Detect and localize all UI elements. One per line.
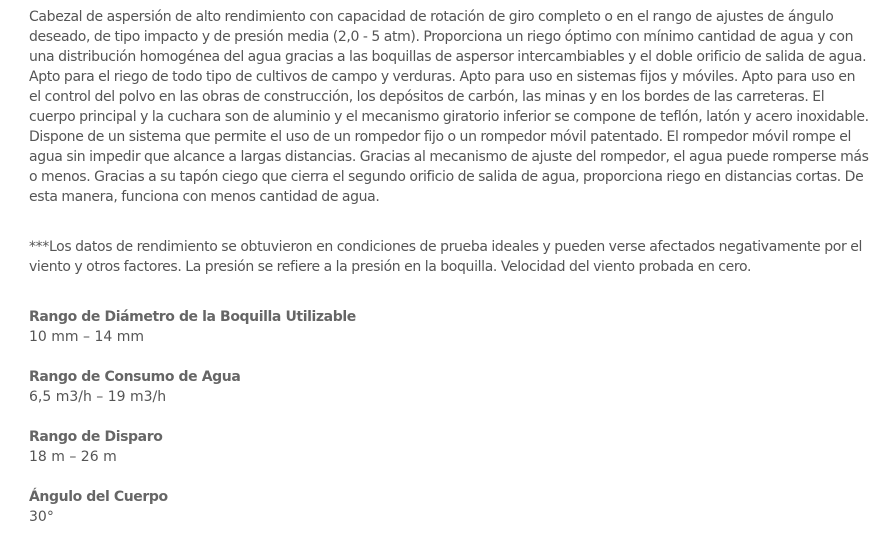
spec-item-nozzle-diameter bbox=[29, 307, 869, 347]
spec-label: Rango de Disparo bbox=[29, 429, 163, 445]
spec-value: 6,5 m3/h – 19 m3/h bbox=[29, 389, 167, 405]
product-description bbox=[29, 7, 869, 547]
disclaimer-paragraph: ***Los datos de rendimiento se obtuvieron en condiciones de prueba ideales y pueden verse afectados negativamente por el viento y otros factores. La presión se refiere a la presión en la boquilla. Velocidad del viento probada en cero. bbox=[29, 239, 863, 275]
description-paragraph: Cabezal de aspersión de alto rendimiento con capacidad de rotación de giro completo o en el rango de ajustes de ángulo deseado, de tipo impacto y de presión media (2,0 - 5 atm). Proporciona un riego óptimo con mínimo cantidad de agua y con una distribución homogénea del agua gracias a las boquillas de aspersor intercambiables y el doble orificio de salida de agua. Apto para el riego de todo tipo de cultivos de campo y verduras. Apto para uso en sistemas fijos y móviles. Apto para uso en el control del polvo en las obras de construcción, los depósitos de carbón, las minas y en los bordes de las carreteras. El cuerpo principal y la cuchara son de aluminio y el mecanismo giratorio inferior se compone de teflón, latón y acero inoxidable. Dispone de un sistema que permite el uso de un rompedor fijo o un rompedor móvil patentado. El rompedor móvil rompe el agua sin impedir que alcance a largas distancias. Gracias al mecanismo de ajuste del rompedor, el agua puede romperse más o menos. Gracias a su tapón ciego que cierra el segundo orificio de salida de agua, proporciona riego en distancias cortas. De esta manera, funciona con menos cantidad de agua. bbox=[29, 9, 869, 205]
spec-item-body-angle bbox=[29, 487, 869, 527]
spec-list bbox=[29, 307, 869, 527]
spec-label: Rango de Consumo de Agua bbox=[29, 369, 241, 385]
spec-value: 10 mm – 14 mm bbox=[29, 329, 144, 345]
spec-label: Rango de Diámetro de la Boquilla Utilizable bbox=[29, 309, 356, 325]
spec-label: Ángulo del Cuerpo bbox=[29, 489, 168, 505]
spec-value: 30° bbox=[29, 509, 54, 525]
spec-item-water-consumption bbox=[29, 367, 869, 407]
spec-item-throw-range bbox=[29, 427, 869, 467]
spec-value: 18 m – 26 m bbox=[29, 449, 117, 465]
